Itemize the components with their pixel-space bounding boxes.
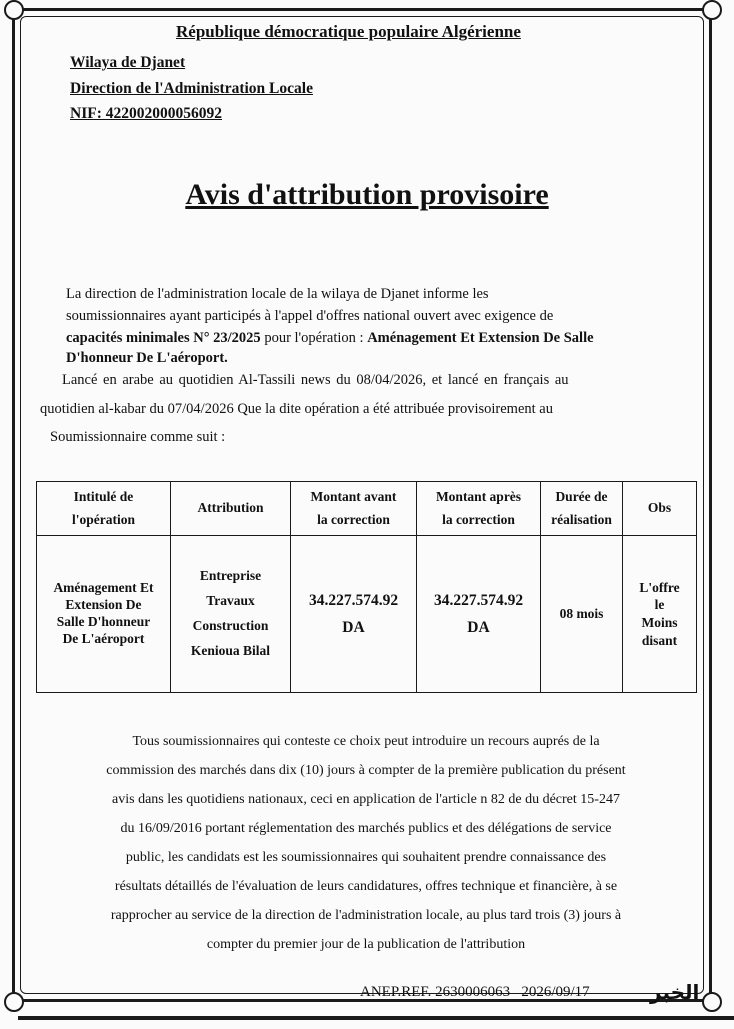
intro-line: La direction de l'administration locale de la wilaya de Djanet informe les (66, 286, 489, 302)
closing-line: rapprocher au service de la direction de l'administration locale, au plus tard trois (3) jours à (110, 908, 622, 923)
closing-line: commission des marchés dans dix (10) jours à compter de la première publication du présent (106, 763, 626, 778)
intro-line (66, 330, 594, 347)
attribution-table (36, 481, 697, 693)
intro-line: soumissionnaires ayant participés à l'appel d'offres national ouvert avec exigence de (66, 308, 554, 324)
closing-line: public, les candidats est les soumissionnaires qui souhaitent prendre connaissance des (125, 850, 607, 865)
closing-line: compter du premier jour de la publication de l'attribution (206, 937, 526, 952)
closing-line: Tous soumissionnaires qui conteste ce choix peut introduire un recours auprés de la (132, 734, 600, 749)
operation-name-cont: D'honneur De L'aéroport. (66, 350, 228, 366)
table-row (37, 536, 697, 693)
col-header-montant-apres: Montant après la correction (417, 482, 541, 536)
table-header-row (37, 482, 697, 536)
republic-heading: République démocratique populaire Algérienne (176, 22, 521, 41)
col-header-attribution: Attribution (171, 482, 291, 536)
cell-montant-avant: 34.227.574.92 DA (291, 536, 417, 693)
col-header-montant-avant: Montant avant la correction (291, 482, 417, 536)
recourse-paragraph (56, 727, 676, 959)
col-header-obs: Obs (623, 482, 697, 536)
col-header-duree: Durée de réalisation (541, 482, 623, 536)
intro-line: Soumissionnaire comme suit : (50, 429, 226, 445)
closing-line: résultats détaillés de l'évaluation de leurs candidatures, offres technique et financière, à se (114, 879, 618, 894)
bottom-rule (18, 1016, 734, 1020)
corner-ornament (702, 992, 722, 1012)
cell-operation: Aménagement Et Extension De Salle D'honneur De L'aéroport (37, 536, 171, 693)
corner-ornament (702, 0, 722, 20)
wilaya-line: Wilaya de Djanet (70, 54, 186, 71)
direction-line: Direction de l'Administration Locale (70, 80, 313, 97)
closing-line: du 16/09/2016 portant réglementation des marchés publics et des délégations de service (120, 821, 612, 836)
anep-reference: ANEP.REF. 2630006063 2026/09/17 (360, 984, 590, 1000)
tender-number: capacités minimales N° 23/2025 (66, 330, 261, 346)
cell-attribution: Entreprise Travaux Construction Kenioua Bilal (171, 536, 291, 693)
col-header-operation: Intitulé de l'opération (37, 482, 171, 536)
intro-text: pour l'opération : (260, 330, 368, 346)
cell-duree: 08 mois (541, 536, 623, 693)
intro-line: Lancé en arabe au quotidien Al-Tassili news du 08/04/2026, et lancé en français au (62, 372, 569, 388)
closing-line: avis dans les quotidiens nationaux, ceci en application de l'article n 82 de du décret 15-247 (112, 792, 620, 807)
operation-name: Aménagement Et Extension De Salle (367, 330, 594, 346)
cell-montant-apres: 34.227.574.92 DA (417, 536, 541, 693)
intro-line: quotidien al-kabar du 07/04/2026 Que la dite opération a été attribuée provisoirement au (40, 401, 553, 417)
corner-ornament (4, 992, 24, 1012)
cell-obs: L'offre le Moins disant (623, 536, 697, 693)
nif-line: NIF: 422002000056092 (70, 105, 222, 122)
corner-ornament (4, 0, 24, 20)
page-title: Avis d'attribution provisoire (185, 178, 549, 211)
newspaper-logo: الخبر (650, 980, 700, 1004)
